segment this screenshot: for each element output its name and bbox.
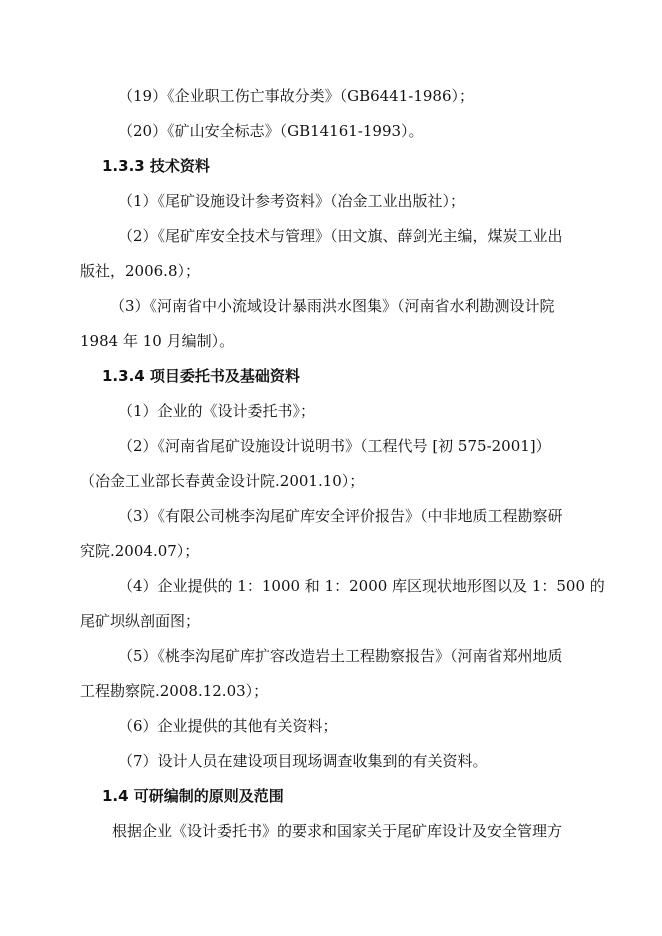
basis-item-5: （5）《桃李沟尾矿库扩容改造岩土工程勘察报告》（河南省郑州地质 — [118, 647, 563, 665]
tech-item-2: （2）《尾矿库安全技术与管理》（田文旗、薛剑光主编，煤炭工业出 — [118, 227, 563, 245]
tech-item-1: （1）《尾矿设施设计参考资料》（冶金工业出版社）； — [118, 192, 466, 210]
basis-item-2: （2）《河南省尾矿设施设计说明书》（工程代号 [初 575-2001]） — [118, 437, 551, 455]
basis-item-3-cont: 究院.2004.07）； — [80, 542, 200, 560]
reference-item-19: （19）《企业职工伤亡事故分类》（GB6441-1986）； — [118, 87, 475, 105]
tech-item-3-cont: 1984 年 10 月编制）。 — [80, 332, 235, 350]
section-1-4-paragraph: 根据企业《设计委托书》的要求和国家关于尾矿库设计及安全管理方 — [112, 822, 563, 840]
section-heading-1-3-3: 1.3.3 技术资料 — [102, 157, 210, 175]
section-heading-1-4: 1.4 可研编制的原则及范围 — [102, 787, 284, 805]
basis-item-3: （3）《有限公司桃李沟尾矿库安全评价报告》（中非地质工程勘察研 — [118, 507, 563, 525]
basis-item-2-cont: （冶金工业部长春黄金设计院.2001.10）； — [80, 472, 365, 490]
basis-item-7: （7）设计人员在建设项目现场调查收集到的有关资料。 — [118, 752, 488, 770]
basis-item-4: （4）企业提供的 1：1000 和 1：2000 库区现状地形图以及 1：500 的 — [118, 577, 605, 595]
tech-item-2-cont: 版社，2006.8）； — [80, 262, 200, 280]
basis-item-5-cont: 工程勘察院.2008.12.03）； — [80, 682, 269, 700]
reference-item-20: （20）《矿山安全标志》（GB14161-1993）。 — [118, 122, 424, 140]
basis-item-1: （1）企业的《设计委托书》； — [118, 402, 316, 420]
section-heading-1-3-4: 1.3.4 项目委托书及基础资料 — [102, 367, 300, 385]
basis-item-4-cont: 尾矿坝纵剖面图； — [80, 612, 201, 630]
tech-item-3: （3）《河南省中小流域设计暴雨洪水图集》（河南省水利勘测设计院 — [110, 297, 555, 315]
basis-item-6: （6）企业提供的其他有关资料； — [118, 717, 338, 735]
